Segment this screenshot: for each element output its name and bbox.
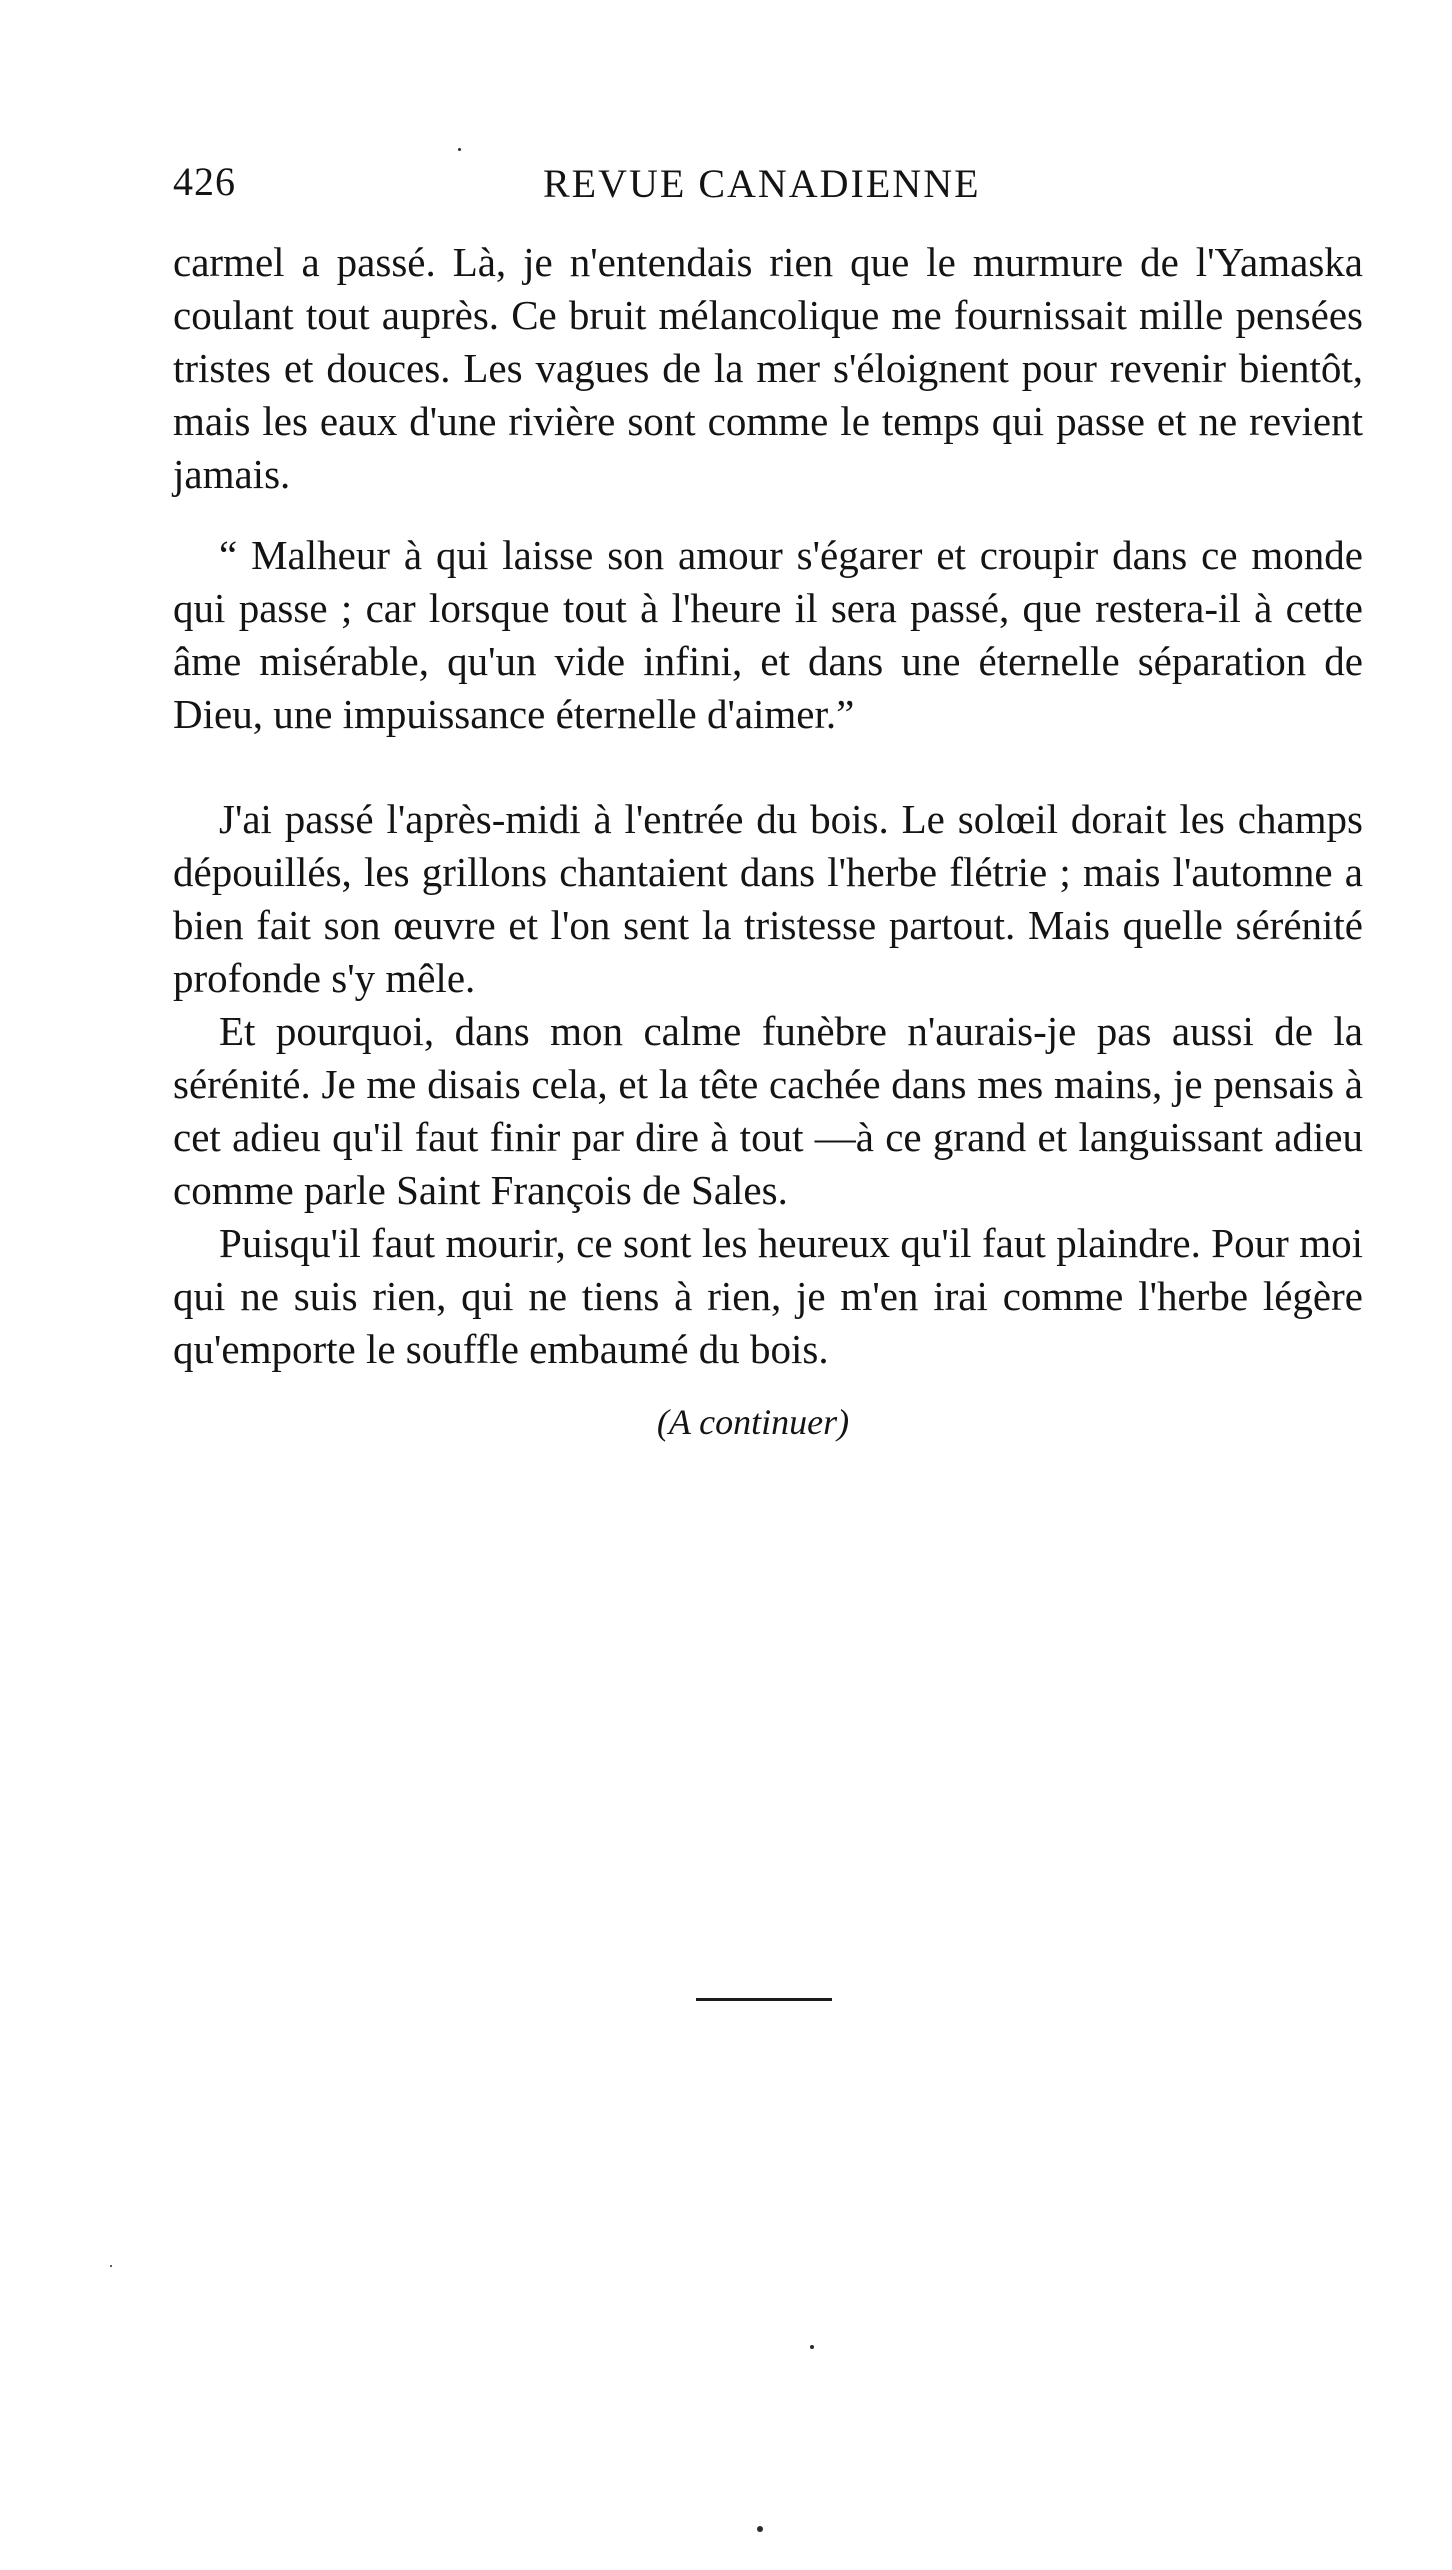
paragraph-dying: Puisqu'il faut mourir, ce sont les heureux qu'il faut plaindre. Pour moi qui ne suis rien, qui ne tiens à rien, je m'en irai comme l'herbe légère qu'emporte le souffle embaumé du bois. bbox=[173, 1220, 1363, 1372]
page-number: 426 bbox=[173, 159, 236, 204]
paragraph-continuation: carmel a passé. Là, je n'entendais rien que le murmure de l'Yamaska coulant tout auprès. Ce bruit mélancolique me fournissait mille pensées tristes et douces. Les vagues de la mer s'éloignent pour revenir bientôt, mais les eaux d'une rivière sont comme le temps qui passe et ne revient jamais. bbox=[173, 239, 1363, 497]
paragraph-quotation: “ Malheur à qui laisse son amour s'égarer et croupir dans ce monde qui passe ; car lorsque tout à l'heure il sera passé, que restera-il à cette âme misérable, qu'un vide infini, et dans une éternelle séparation de Dieu, une impuissance éternelle d'aimer.” bbox=[173, 532, 1363, 737]
section-end-rule bbox=[696, 1998, 832, 2001]
print-speck bbox=[458, 148, 461, 151]
page-header bbox=[173, 158, 1363, 218]
continued-note: (A continuer) bbox=[656, 1402, 850, 1442]
running-head: REVUE CANADIENNE bbox=[543, 161, 981, 206]
print-speck bbox=[757, 2526, 763, 2532]
print-speck bbox=[810, 2345, 814, 2349]
paragraph-afternoon: J'ai passé l'après-midi à l'entrée du bois. Le solœil dorait les champs dépouillés, les grillons chantaient dans l'herbe flétrie ; mais l'automne a bien fait son œuvre et l'on sent la tristesse partout. Mais quelle sérénité profonde s'y mêle. bbox=[173, 796, 1363, 1001]
paragraph-serenity: Et pourquoi, dans mon calme funèbre n'aurais-je pas aussi de la sérénité. Je me disais cela, et la tête cachée dans mes mains, je pensais à cet adieu qu'il faut finir par dire à tout —à ce grand et languissant adieu comme parle Saint François de Sales. bbox=[173, 1008, 1363, 1213]
print-speck bbox=[110, 2265, 112, 2267]
page-body bbox=[173, 236, 1363, 1485]
